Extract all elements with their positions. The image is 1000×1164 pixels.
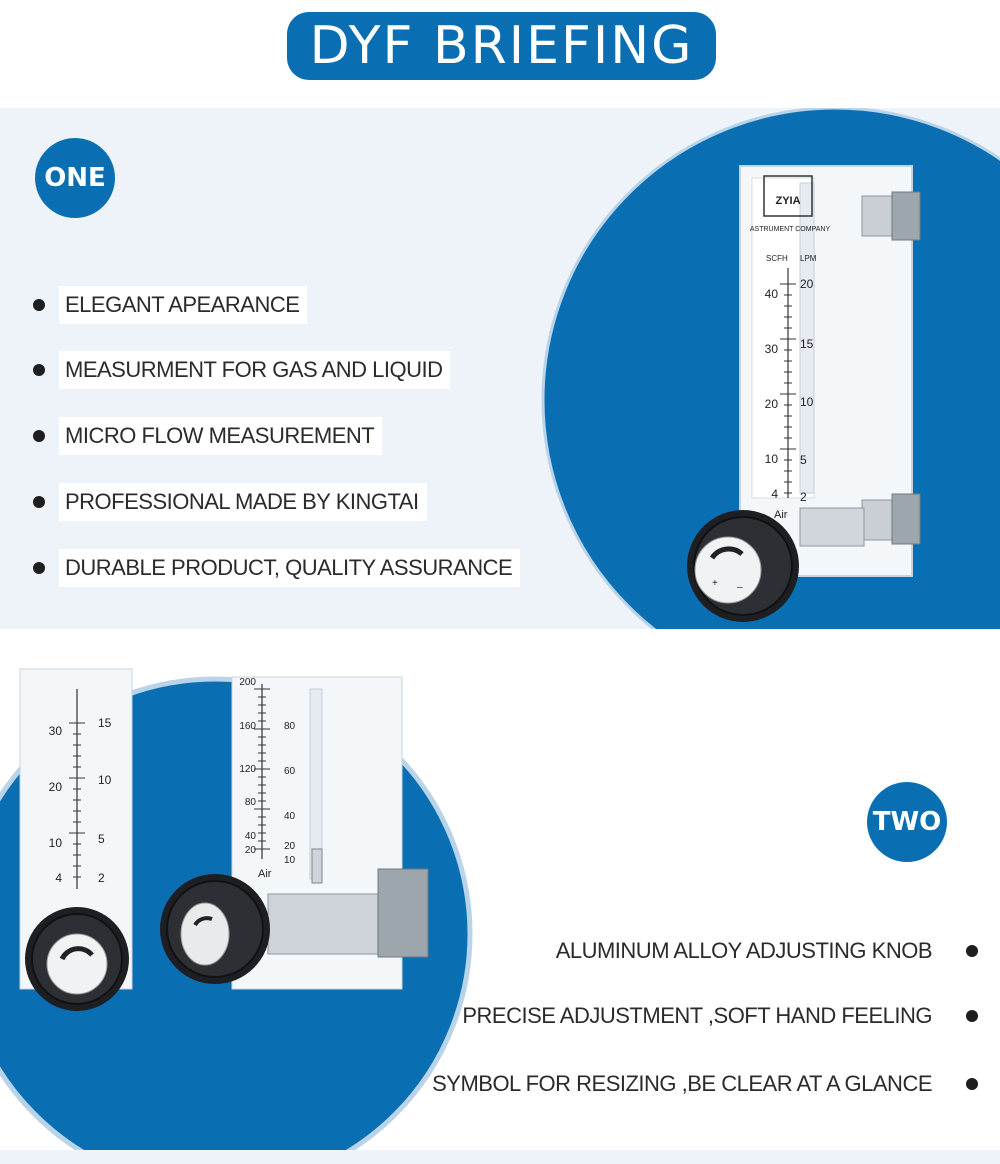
section-one-badge: ONE [35, 138, 115, 218]
meter-a-left-label: 30 [48, 724, 62, 738]
feature-text: PRECISE ADJUSTMENT ,SOFT HAND FEELING [462, 1003, 932, 1028]
feature-item [456, 997, 978, 1035]
meter-b-right-label: 80 [284, 721, 296, 732]
scale-left-label: 40 [764, 287, 778, 301]
meter-a-left-label: 4 [55, 871, 62, 885]
bottom-strip [0, 1150, 1000, 1164]
meter-b-left-label: 120 [239, 764, 256, 775]
meter-unit-right: LPM [800, 254, 817, 263]
meter-b-left-label: 80 [244, 797, 256, 808]
section-one [0, 108, 1000, 629]
feature-text: DURABLE PRODUCT, QUALITY ASSURANCE [59, 549, 520, 587]
meter-a-right-label: 15 [98, 716, 112, 730]
meter-b-right-label: 60 [284, 766, 296, 777]
page-title: DYF BRIEFING [287, 12, 716, 80]
meter-b-left-label: 200 [239, 677, 256, 688]
meter-a-right-label: 10 [98, 773, 112, 787]
meter-company: ASTRUMENT COMPANY [749, 226, 831, 233]
feature-item [550, 932, 978, 970]
meter-b-right-label: 20 [284, 841, 296, 852]
scale-left-label: 4 [771, 487, 778, 501]
meter-brand: ZYIA [775, 195, 801, 207]
meter-a-left-label: 20 [48, 780, 62, 794]
scale-left-label: 10 [764, 452, 778, 466]
meter-b-left-label: 20 [244, 845, 256, 856]
scale-right-label: 5 [800, 453, 807, 467]
scale-left-label: 20 [764, 397, 778, 411]
meter-medium: Air [774, 509, 788, 521]
section-two [0, 629, 1000, 1150]
svg-text:+: + [712, 578, 718, 589]
scale-right-label: 15 [800, 337, 814, 351]
bullet-icon [966, 1078, 978, 1090]
meter-b-left-label: 40 [244, 831, 256, 842]
feature-text: ALUMINUM ALLOY ADJUSTING KNOB [555, 938, 932, 963]
svg-text:–: – [737, 582, 743, 593]
scale-right-label: 20 [800, 277, 814, 291]
feature-text: MICRO FLOW MEASUREMENT [59, 417, 382, 455]
feature-text: MEASURMENT FOR GAS AND LIQUID [59, 351, 450, 389]
scale-right-label: 2 [800, 490, 807, 504]
meter-b-left-label: 160 [239, 721, 256, 732]
feature-item [426, 1065, 978, 1103]
feature-text: PROFESSIONAL MADE BY KINGTAI [59, 483, 427, 521]
feature-text: SYMBOL FOR RESIZING ,BE CLEAR AT A GLANCE [432, 1071, 932, 1096]
feature-text: ELEGANT APEARANCE [59, 286, 307, 324]
flowmeter-product-image [0, 108, 1000, 629]
bullet-icon [966, 1010, 978, 1022]
meter-b-medium: Air [258, 868, 272, 880]
meter-a-right-label: 2 [98, 871, 105, 885]
meter-unit-left: SCFH [766, 254, 788, 263]
section-two-badge: TWO [867, 782, 947, 862]
bullet-icon [966, 945, 978, 957]
meter-b-right-label: 40 [284, 811, 296, 822]
scale-left-label: 30 [764, 342, 778, 356]
scale-right-label: 10 [800, 395, 814, 409]
meter-a-right-label: 5 [98, 832, 105, 846]
meter-b-right-label: 10 [284, 855, 296, 866]
meter-a-left-label: 10 [48, 836, 62, 850]
